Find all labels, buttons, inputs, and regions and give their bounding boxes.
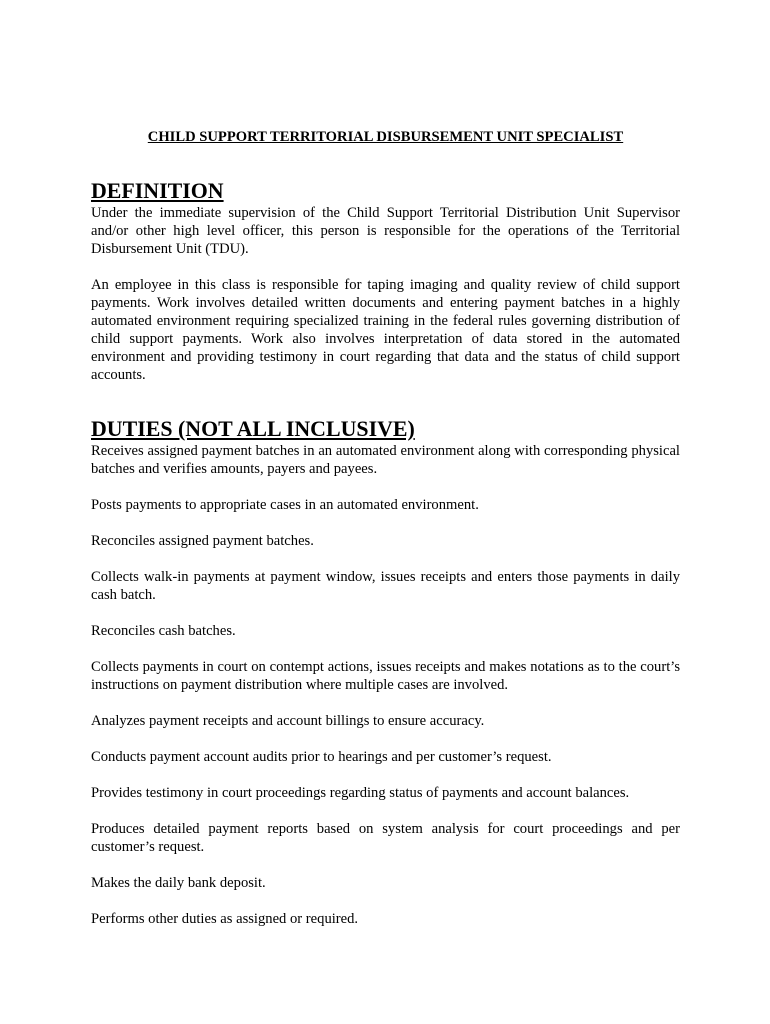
duty-item: Collects payments in court on contempt actions, issues receipts and makes notations as to the court’s instructions on payment distribution where multiple cases are involved. bbox=[91, 659, 680, 693]
definition-paragraph: An employee in this class is responsible for taping imaging and quality review of child support payments. Work involves detailed written documents and entering payment batches in a highly automated environment requiring specialized training in the federal rules governing distribution of child support payments. Work also involves interpretation of data stored in the automated environment and providing testimony in court regarding that data and the status of child support accounts. bbox=[91, 277, 680, 383]
duty-item: Provides testimony in court proceedings regarding status of payments and account balances. bbox=[91, 785, 630, 801]
duty-item: Reconciles assigned payment batches. bbox=[91, 533, 314, 549]
document-title: CHILD SUPPORT TERRITORIAL DISBURSEMENT UNIT SPECIALIST bbox=[147, 129, 624, 145]
duty-item: Posts payments to appropriate cases in an automated environment. bbox=[91, 497, 479, 513]
document-page bbox=[91, 128, 680, 946]
definition-heading: DEFINITION bbox=[91, 178, 224, 203]
definition-paragraph: Under the immediate supervision of the Child Support Territorial Distribution Unit Supervisor and/or other high level officer, this person is responsible for the operations of the Territorial Disbursement Unit (TDU). bbox=[91, 205, 680, 257]
duty-item: Collects walk-in payments at payment window, issues receipts and enters those payments in daily cash batch. bbox=[91, 569, 680, 603]
duty-item: Reconciles cash batches. bbox=[91, 623, 236, 639]
duty-item: Conducts payment account audits prior to hearings and per customer’s request. bbox=[91, 749, 552, 765]
duties-heading: DUTIES (NOT ALL INCLUSIVE) bbox=[91, 416, 415, 441]
duty-item: Analyzes payment receipts and account billings to ensure accuracy. bbox=[91, 713, 485, 729]
duty-item: Produces detailed payment reports based on system analysis for court proceedings and per customer’s request. bbox=[91, 821, 680, 855]
duty-item: Receives assigned payment batches in an automated environment along with corresponding physical batches and verifies amounts, payers and payees. bbox=[91, 443, 680, 477]
duty-item: Performs other duties as assigned or required. bbox=[91, 911, 359, 927]
duty-item: Makes the daily bank deposit. bbox=[91, 875, 266, 891]
